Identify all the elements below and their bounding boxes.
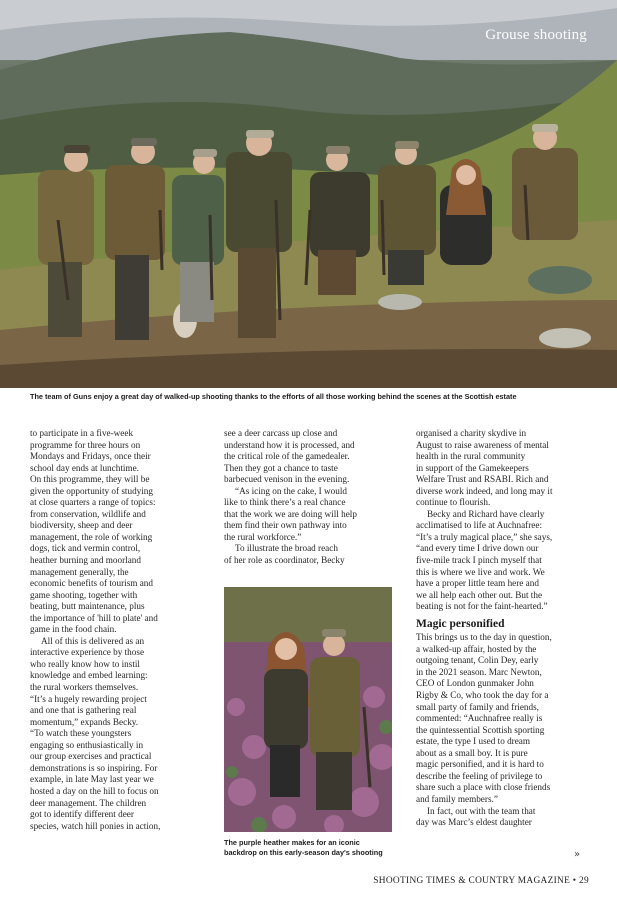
text-line: a walked-up affair, hosted by the [416,643,537,654]
text-line: magic personified, and it is hard to [416,759,544,770]
text-line: dogs, tick and vermin control, [30,543,141,554]
text-line: engaging so enthusiastically in [30,739,144,750]
text-line: to participate in a five-week [30,428,134,438]
text-line: understand how it is processed, and [224,439,355,450]
section-label: Grouse shooting [485,27,587,43]
text-line: economic benefits of tourism and [30,578,153,589]
text-line: “It’s a hugely rewarding project [30,693,147,704]
text-line: This brings us to the day in question, [416,632,552,643]
paragraph [416,806,591,829]
text-line: day was Marc’s eldest daughter [416,817,532,828]
text-line: management generally, the [30,566,129,577]
text-line: deer management. The children [30,797,147,808]
text-line: organised a charity skydive in [416,428,527,438]
text-line: small party of family and friends, [416,701,539,712]
text-line: in support of the Gamekeepers [416,462,529,473]
text-line: five-mile track I pinch myself that [416,555,542,566]
text-line: momentum,” expands Becky. [30,716,139,727]
text-line: from conservation, wildlife and [30,508,146,519]
text-line: Then they got a chance to taste [224,462,338,473]
text-line: continue to flourish. [416,497,491,508]
text-line: “and every time I drive down our [416,543,539,554]
text-line: the rural workers themselves. [30,682,139,693]
text-line: Rigby & Co, who took the day for a [416,690,549,701]
page-footer: SHOOTING TIMES & COUNTRY MAGAZINE • 29 [373,876,589,886]
text-line: acclimatised to life at Auchnafree: [416,520,543,531]
article-column-2 [224,428,402,567]
caption-line: The purple heather makes for an iconic [224,838,360,847]
inset-photo-illustration [224,587,392,832]
text-line: the quintessential Scottish sporting [416,724,545,735]
text-line: estate, the type I used to dream [416,736,531,747]
paragraph [30,428,212,636]
paragraph [224,486,402,544]
paragraph [416,632,591,805]
text-line: species, watch hill ponies in action, [30,820,161,831]
text-line: our group exercises and practical [30,751,152,762]
paragraph [224,543,402,566]
text-line: like to think there’s a real chance [224,497,346,508]
text-line: share such a place with close friends [416,782,551,793]
text-line: All of this is delivered as an [41,635,145,646]
subheading: Magic personified [416,617,505,630]
text-line: got to identify different deer [30,809,134,820]
text-line: of her role as coordinator, Becky [224,555,345,566]
hero-photo [0,0,617,388]
text-line: commented: “Auchnafree really is [416,713,543,724]
paragraph [416,509,591,613]
text-line: the importance of 'hill to plate' and [30,612,158,623]
text-line: “To watch these youngsters [30,728,132,739]
text-line: who really know how to instil [30,658,140,669]
text-line: CEO of London gunmaker John [416,678,534,689]
text-line: diverse work indeed, and long may it [416,485,553,496]
text-line: at close quarters a range of topics: [30,497,156,508]
text-line: health in the rural community [416,451,526,462]
hero-photo-caption: The team of Guns enjoy a great day of walked-up shooting thanks to the efforts of all those working behind the scenes at the Scottish estate [30,392,517,401]
text-line: describe the feeling of privilege to [416,770,543,781]
inset-photo-caption [224,838,399,858]
text-line: the rural workforce.” [224,531,302,542]
text-line: them find their own pathway into [224,520,347,531]
text-line: the critical role of the gamedealer. [224,451,350,462]
text-line: and one that is gathering real [30,705,137,716]
article-column-1 [30,428,212,832]
text-line: On this programme, they will be [30,474,150,485]
text-line: Welfare Trust and RSABI. Rich and [416,474,549,485]
text-line: game in the food chain. [30,624,117,635]
text-line: about as a small boy. It is pure [416,747,528,758]
paragraph [30,636,212,832]
text-line: outgoing tenant, Colin Dey, early [416,655,539,666]
text-line: “It’s a truly magical place,” she says, [416,531,553,542]
text-line: programme for three hours on [30,439,141,450]
text-line: hosted a day on the hill to focus on [30,785,159,796]
text-line: beating is not for the faint-hearted.” [416,601,548,612]
text-line: August to raise awareness of mental [416,439,549,450]
text-line: To illustrate the broad reach [235,543,338,554]
hero-photo-illustration [0,0,617,388]
text-line: management, the role of working [30,531,153,542]
caption-line: backdrop on this early-season day's shooting [224,848,383,857]
paragraph [416,428,591,509]
text-line: that the work we are doing will help [224,508,357,519]
text-line: given the opportunity of studying [30,485,153,496]
text-line: game shooting, together with [30,589,138,600]
text-line: interactive experience by those [30,647,145,658]
text-line: this is where we live and work. We [416,566,545,577]
text-line: we all help each other out. But the [416,589,543,600]
text-line: “As icing on the cake, I would [235,485,348,496]
text-line: demonstrations is so inspiring. For [30,762,158,773]
paragraph [224,428,402,486]
text-line: heather burning and moorland [30,555,141,566]
continue-arrow-icon: » [574,849,581,860]
text-line: knowledge and embed learning: [30,670,148,681]
text-line: Mondays and Fridays, once their [30,451,151,462]
text-line: school day ends at lunchtime. [30,462,139,473]
text-line: In fact, out with the team that [427,805,536,816]
inset-photo [224,587,392,832]
article-column-3 [416,428,591,829]
text-line: biodiversity, sheep and deer [30,520,133,531]
text-line: beating, butt maintenance, plus [30,601,145,612]
text-line: in the 2021 season. Marc Newton, [416,666,542,677]
text-line: Becky and Richard have clearly [427,508,545,519]
text-line: and family members.” [416,793,498,804]
text-line: have a proper little team here and [416,578,539,589]
text-line: barbecued venison in the evening. [224,474,350,485]
text-line: example, in late May last year we [30,774,154,785]
text-line: see a deer carcass up close and [224,428,338,438]
